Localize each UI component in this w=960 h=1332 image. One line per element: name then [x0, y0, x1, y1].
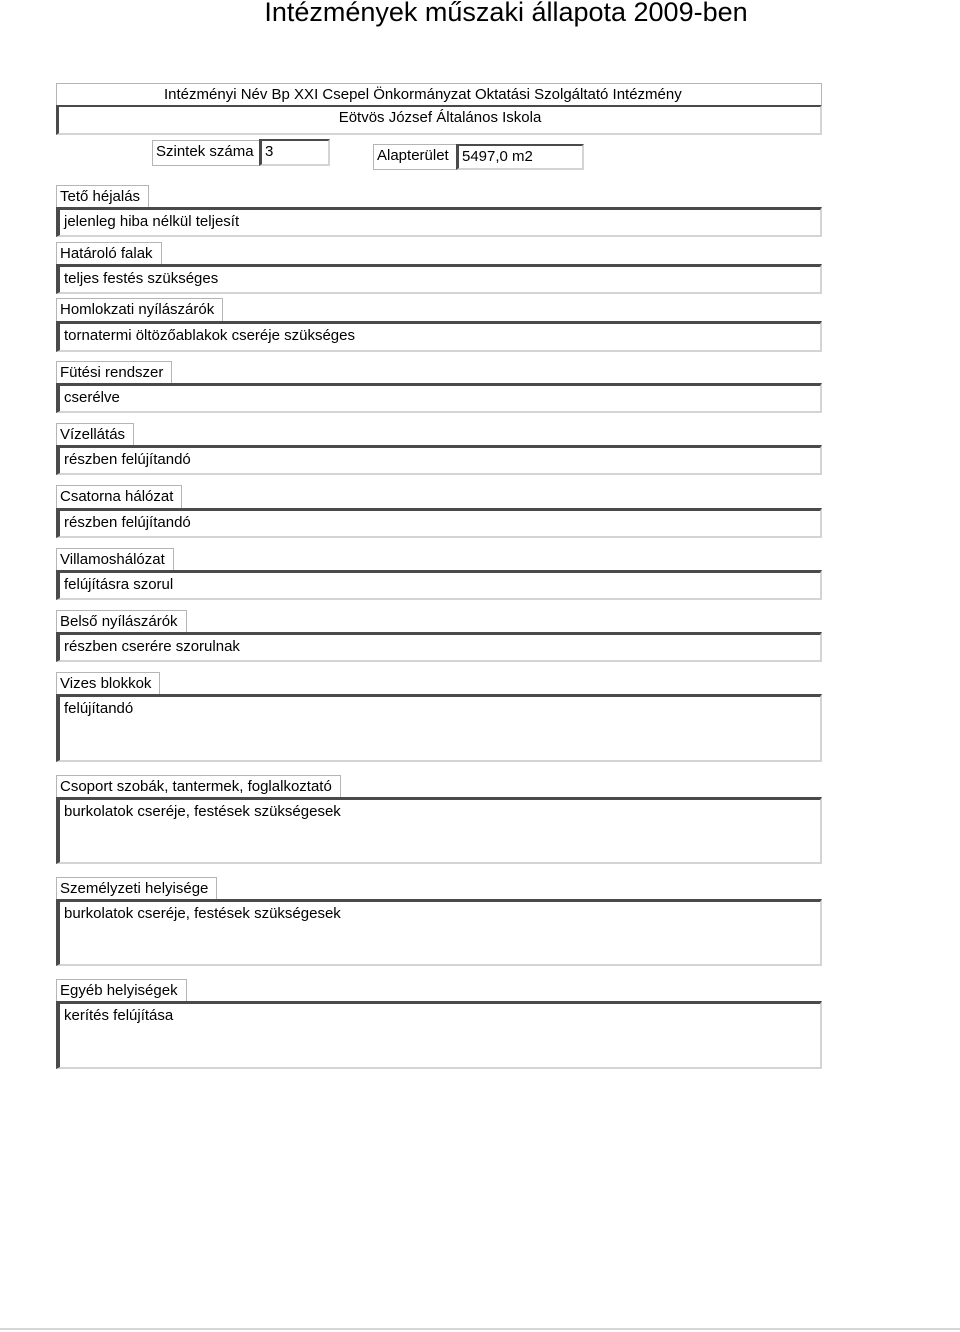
institution-name: Intézményi Név Bp XXI Csepel Önkormányzat Oktatási Szolgáltató Intézmény [164, 86, 682, 103]
area-label: Alapterület [373, 144, 459, 170]
label-interior-openings: Belső nyílászárók [56, 610, 187, 633]
field-heating[interactable]: cserélve [56, 383, 822, 413]
field-staff-rooms[interactable]: burkolatok cseréje, festések szükségesek [56, 899, 822, 966]
label-facade-openings: Homlokzati nyílászárók [56, 298, 223, 321]
school-name: Eötvös József Általános Iskola [338, 109, 542, 126]
levels-label: Szintek száma [152, 140, 262, 166]
field-facade-openings[interactable]: tornatermi öltözőablakok cseréje szükséges [56, 321, 822, 352]
field-wet-blocks[interactable]: felújítandó [56, 694, 822, 762]
page-bottom-divider [0, 1328, 960, 1330]
label-roof: Tető héjalás [56, 185, 149, 208]
area-field[interactable]: 5497,0 m2 [456, 144, 584, 170]
field-electrical[interactable]: felújításra szorul [56, 570, 822, 600]
field-water-supply[interactable]: részben felújítandó [56, 445, 822, 475]
label-wet-blocks: Vizes blokkok [56, 672, 160, 695]
field-sewer[interactable]: részben felújítandó [56, 508, 822, 538]
field-classrooms[interactable]: burkolatok cseréje, festések szükségesek [56, 797, 822, 864]
field-walls[interactable]: teljes festés szükséges [56, 264, 822, 294]
label-electrical: Villamoshálózat [56, 548, 174, 571]
label-walls: Határoló falak [56, 242, 162, 265]
label-water-supply: Vízellátás [56, 423, 134, 446]
field-roof[interactable]: jelenleg hiba nélkül teljesít [56, 207, 822, 237]
page-title: Intézmények műszaki állapota 2009-ben [264, 0, 748, 27]
field-other-rooms[interactable]: kerítés felújítása [56, 1001, 822, 1069]
levels-field[interactable]: 3 [259, 139, 330, 166]
label-other-rooms: Egyéb helyiségek [56, 979, 187, 1002]
field-interior-openings[interactable]: részben cserére szorulnak [56, 632, 822, 662]
label-sewer: Csatorna hálózat [56, 485, 182, 508]
label-staff-rooms: Személyzeti helyisége [56, 877, 217, 900]
label-heating: Fütési rendszer [56, 361, 172, 384]
label-classrooms: Csoport szobák, tantermek, foglalkoztató [56, 775, 341, 798]
